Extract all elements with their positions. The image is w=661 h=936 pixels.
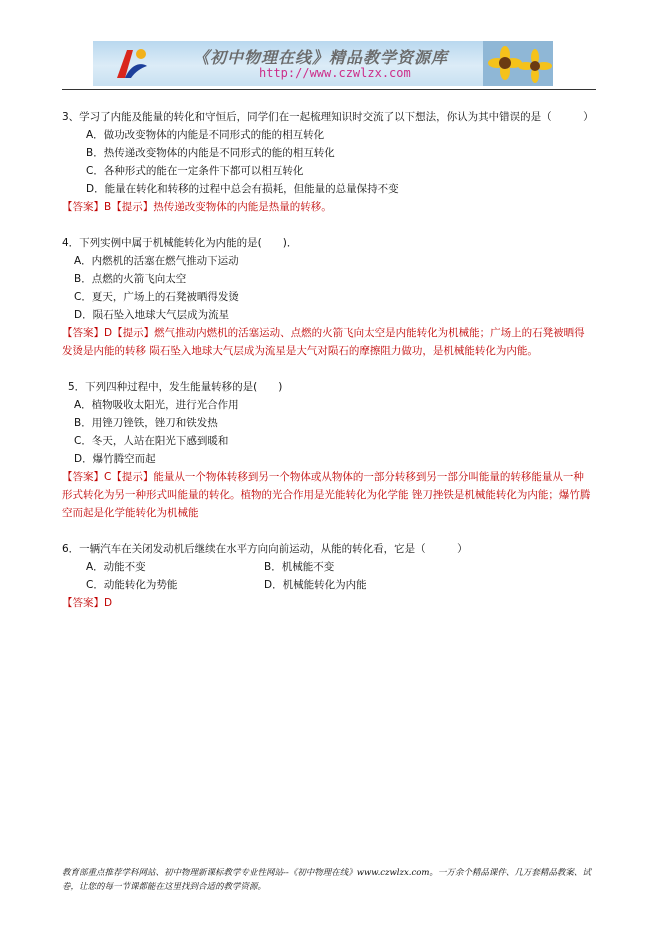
option-c: C．夏天，广场上的石凳被晒得发烫	[74, 291, 239, 303]
question-4	[62, 234, 592, 360]
option-b: B．点燃的火箭飞向太空	[74, 273, 187, 285]
option-a: A．做功改变物体的内能是不同形式的能的相互转化	[86, 129, 325, 141]
option-d: D．能量在转化和转移的过程中总会有损耗，但能量的总量保持不变	[86, 183, 399, 195]
footer-note: 教育部重点推荐学科网站、初中物理新课标教学专业性网站--《初中物理在线》www.czwlzx.com。一万余个精品课件、几万套精品教案、试卷，让您的每一节课都能在这里找到合适的教学资源。	[62, 868, 591, 892]
question-list	[62, 108, 592, 612]
question-stem: 6．一辆汽车在关闭发动机后继续在水平方向向前运动，从能的转化看，它是（ ）	[62, 543, 468, 555]
answer-text: 【答案】D	[62, 597, 113, 609]
question-stem: 5．下列四种过程中，发生能量转移的是( )	[68, 381, 283, 393]
option-b: B．机械能不变	[264, 561, 335, 573]
option-c: C．动能转化为势能	[86, 579, 178, 591]
option-row	[62, 576, 592, 594]
question-3	[62, 108, 592, 216]
question-stem: 3、学习了内能及能量的转化和守恒后，同学们在一起梳理知识时交流了以下想法，你认为其中错误的是（ ）	[62, 111, 594, 123]
site-logo-icon	[111, 44, 151, 82]
option-b: B．热传递改变物体的内能是不同形式的能的相互转化	[86, 147, 335, 159]
option-c: C．冬天，人站在阳光下感到暖和	[74, 435, 229, 447]
option-d: D．爆竹腾空而起	[74, 453, 156, 465]
option-d: D．机械能转化为内能	[264, 579, 367, 591]
option-row	[62, 558, 592, 576]
answer-text: 【答案】D【提示】燃气推动内燃机的活塞运动、点燃的火箭飞向太空是内能转化为机械能；广场上的石凳被晒得发烫是内能的转移 陨石坠入地球大气层成为流星是大气对陨石的摩擦阻力做功，是机械能转化为内能。	[62, 327, 585, 357]
question-stem: 4．下列实例中属于机械能转化为内能的是( )．	[62, 237, 298, 249]
option-a: A．内燃机的活塞在燃气推动下运动	[74, 255, 239, 267]
header-banner	[93, 41, 553, 86]
header-divider	[62, 89, 596, 90]
option-a: A．动能不变	[86, 561, 146, 573]
option-c: C．各种形式的能在一定条件下都可以相互转化	[86, 165, 304, 177]
option-b: B．用锉刀锉铁，锉刀和铁发热	[74, 417, 218, 429]
sunflower-icon	[483, 41, 553, 86]
banner-url: http://www.czwlzx.com	[259, 66, 411, 80]
banner-title: 《初中物理在线》精品教学资源库	[193, 48, 449, 67]
option-a: A．植物吸收太阳光，进行光合作用	[74, 399, 239, 411]
question-6	[62, 540, 592, 612]
question-5	[62, 378, 592, 522]
answer-text: 【答案】C【提示】能量从一个物体转移到另一个物体或从物体的一部分转移到另一部分叫能量的转移能量从一种形式转化为另一种形式叫能量的转化。植物的光合作用是光能转化为化学能 锉刀挫铁是机械能转化为内能；爆竹腾空而起是化学能转化为机械能	[62, 471, 591, 519]
option-d: D．陨石坠入地球大气层成为流星	[74, 309, 230, 321]
answer-text: 【答案】B【提示】热传递改变物体的内能是热量的转移。	[62, 201, 332, 213]
